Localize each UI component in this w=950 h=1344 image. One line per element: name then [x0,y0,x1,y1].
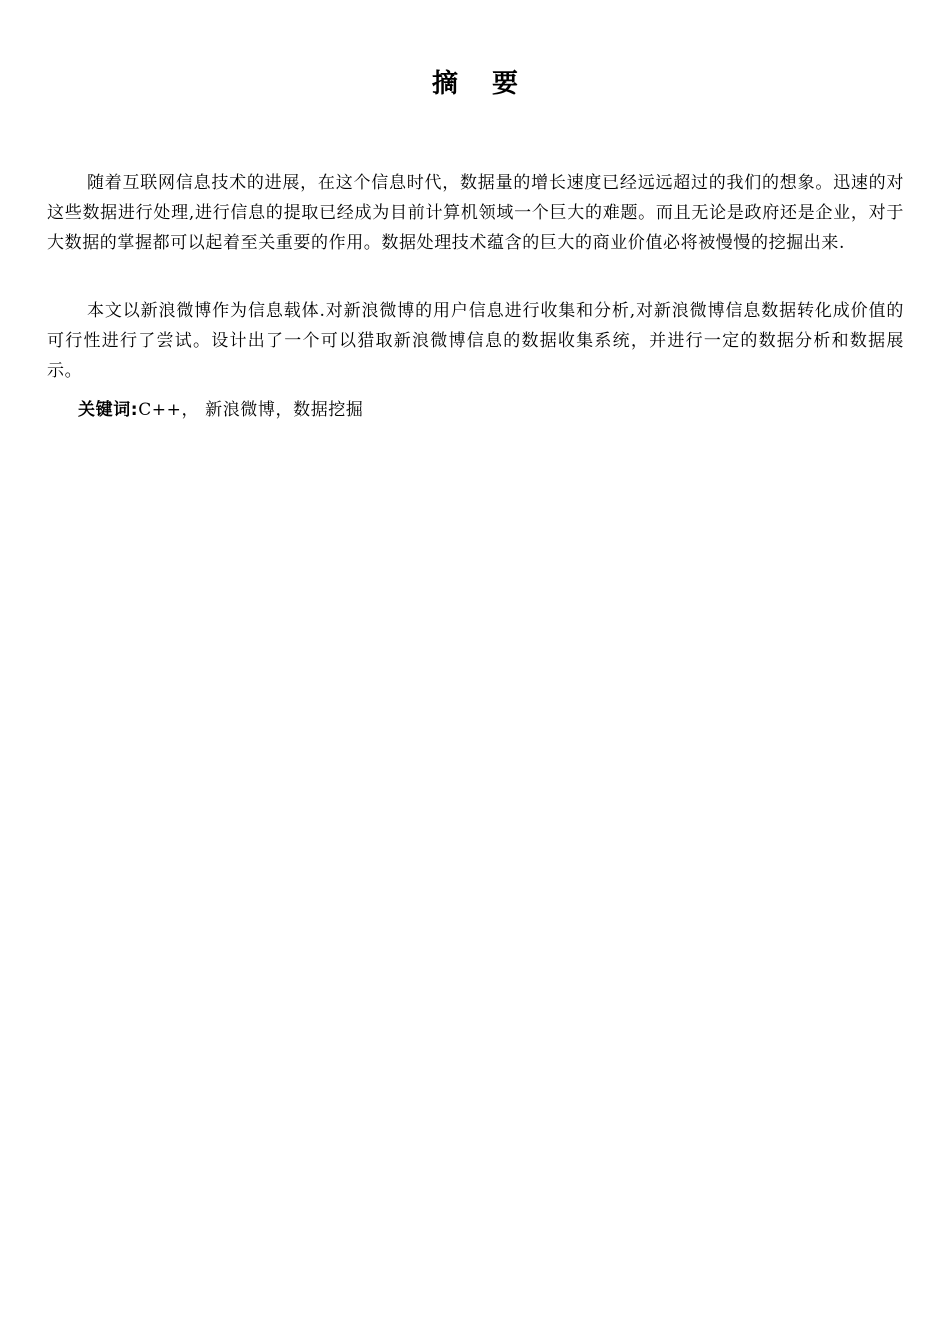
abstract-paragraph-2: 本文以新浪微博作为信息载体.对新浪微博的用户信息进行收集和分析,对新浪微博信息数据转化成价值的可行性进行了尝试。设计出了一个可以猎取新浪微博信息的数据收集系统，并进行一定的数据分析和数据展示。 [47,301,904,381]
keywords-value: C++， 新浪微博，数据挖掘 [138,400,364,420]
page-title: 摘要 [431,69,552,99]
abstract-paragraph-1: 随着互联网信息技术的进展，在这个信息时代，数据量的增长速度已经远远超过的我们的想象。迅速的对这些数据进行处理,进行信息的提取已经成为目前计算机领域一个巨大的难题。而且无论是政府还是企业，对于大数据的掌握都可以起着至关重要的作用。数据处理技术蕴含的巨大的商业价值必将被慢慢的挖掘出来. [47,173,904,253]
keywords-label: 关键词: [78,400,139,420]
keywords-line [47,395,904,425]
